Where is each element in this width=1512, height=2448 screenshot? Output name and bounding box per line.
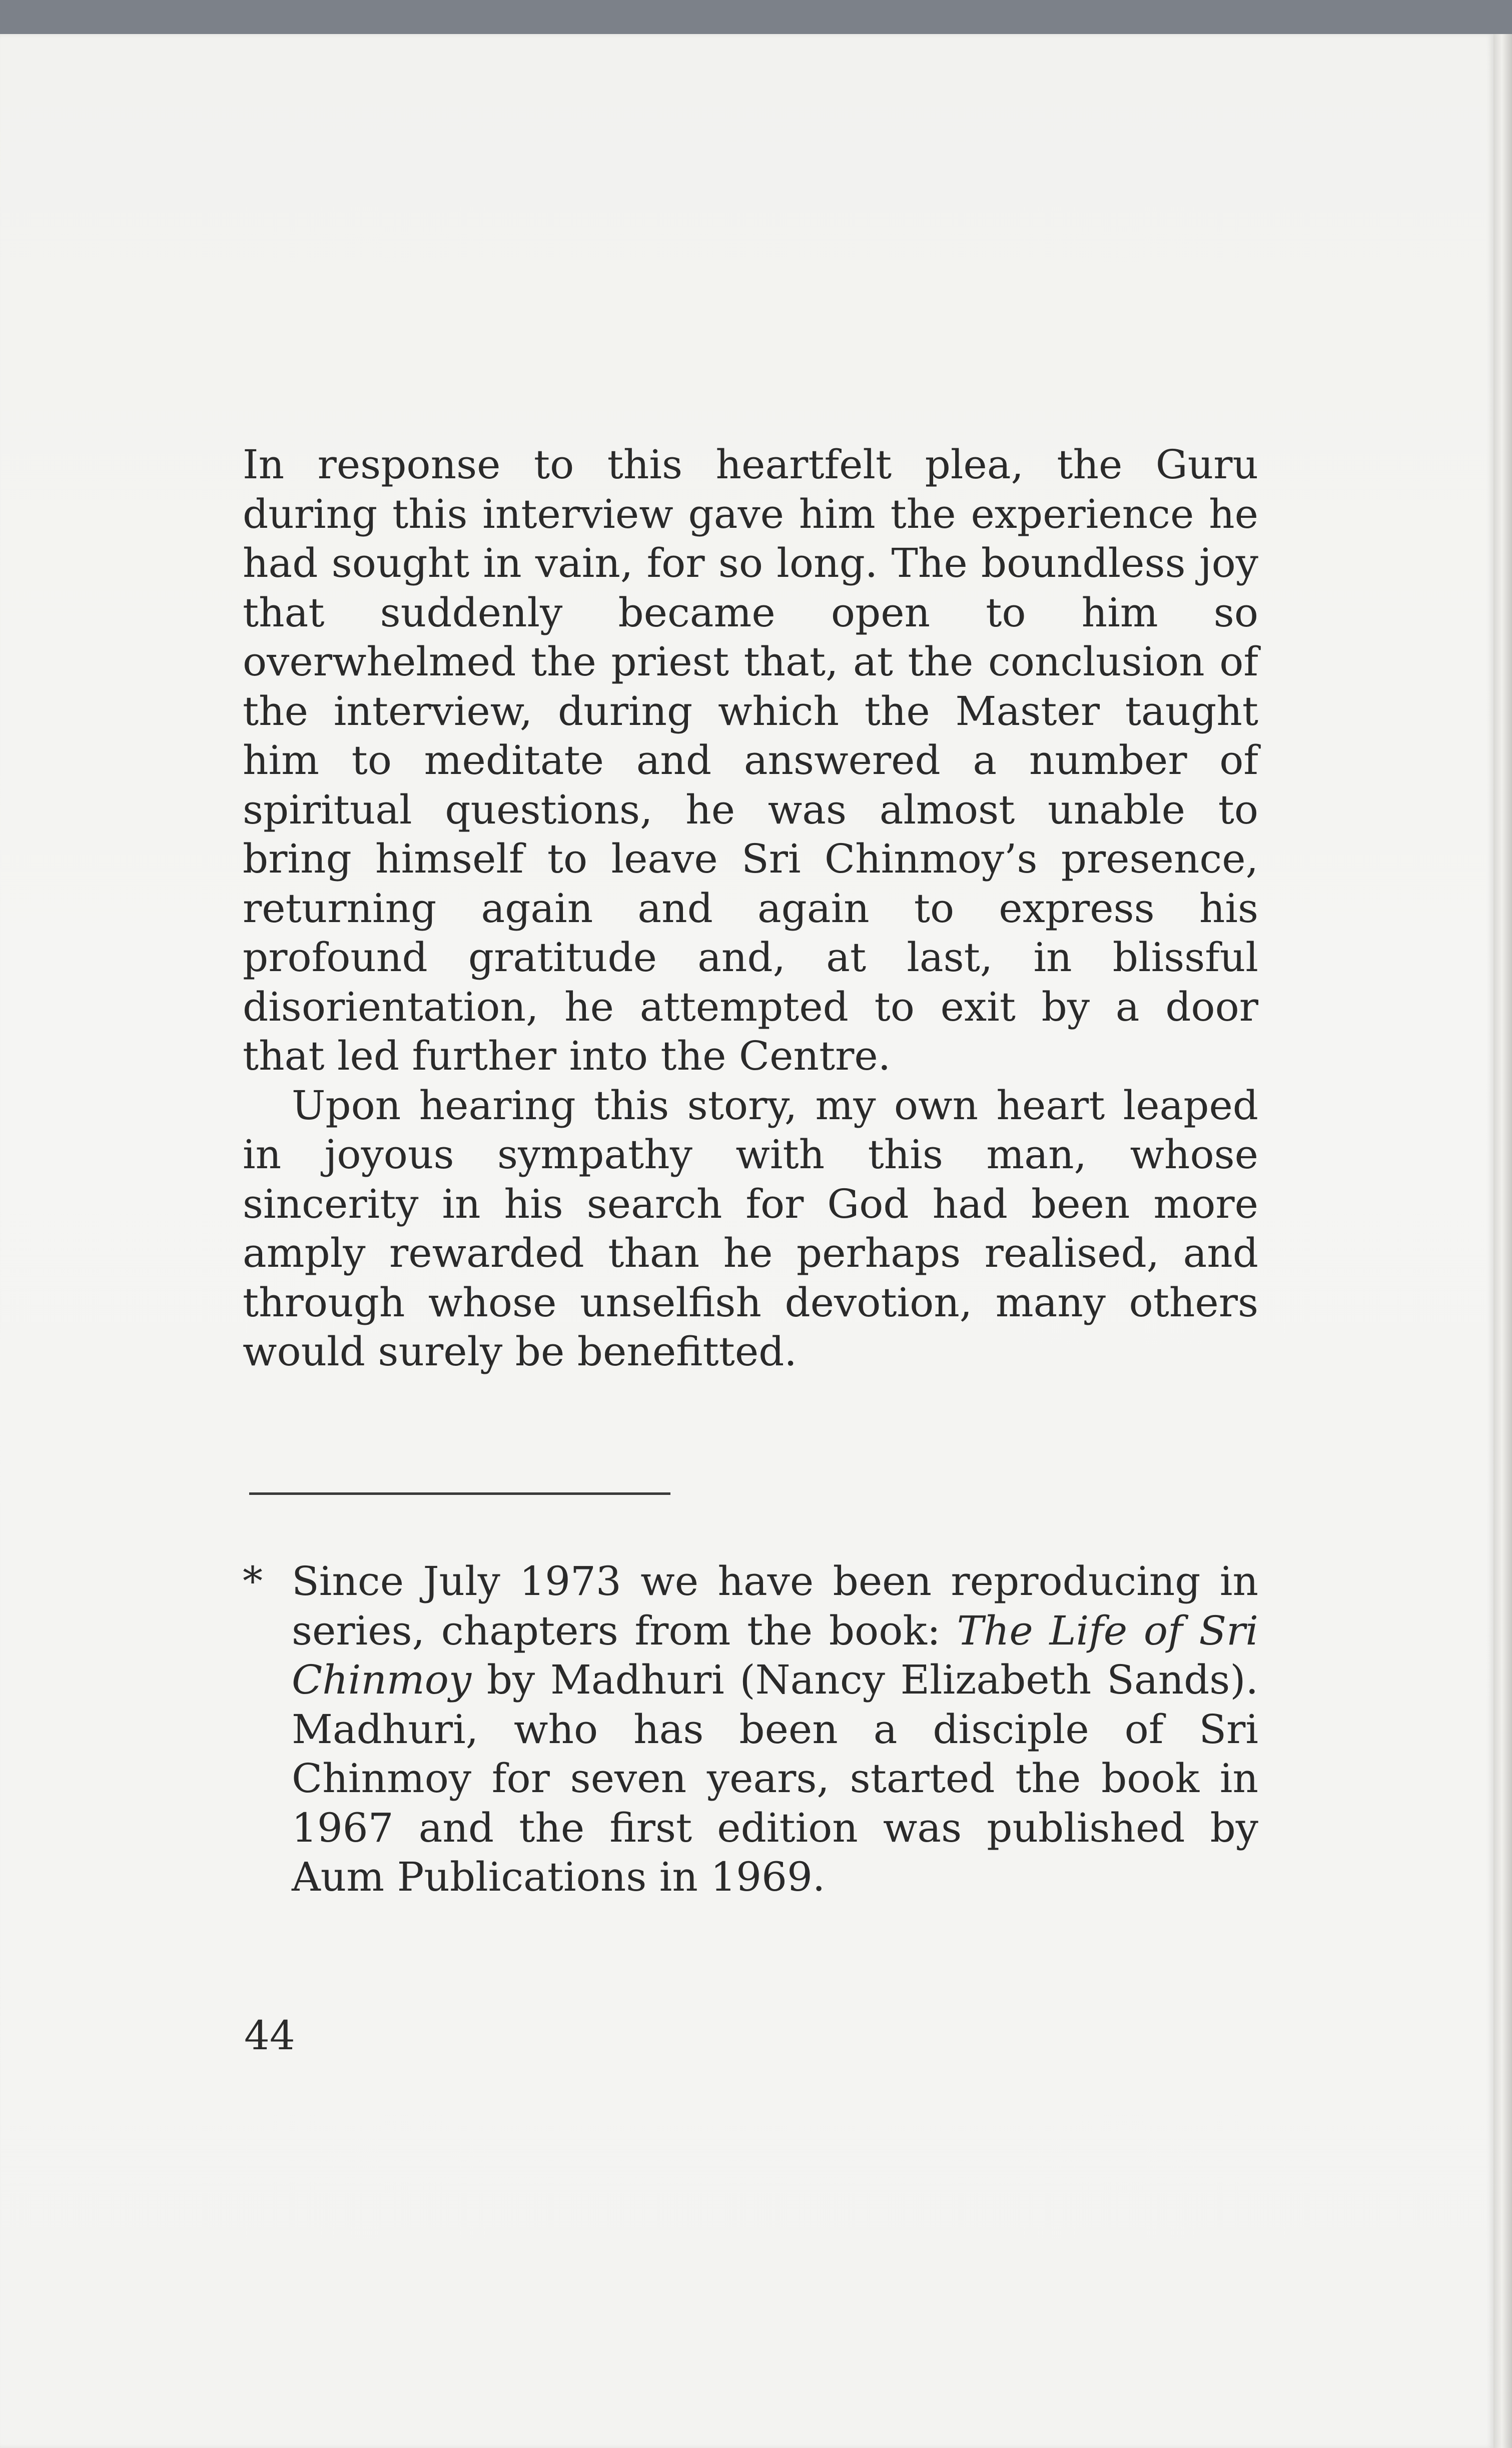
footnote-marker: *	[243, 1558, 263, 1604]
footnote-book-title: The Life of Sri Chinmoy	[292, 1607, 1258, 1703]
main-text	[243, 440, 1258, 1377]
footnote	[243, 1557, 1258, 1902]
body-paragraph-1: In response to this heartfelt plea, the Guru during this interview gave him the experience he had sought in vain, for so long. The boundless joy that suddenly became open to him so overwhelmed the priest that, at the conclusion of the interview, during which the Master taught him to meditate and answered a number of spiritual questions, he was almost unable to bring himself to leave Sri Chinmoy’s presence, returning again and again to express his profound gratitude and, at last, in blissful disorientation, he attempted to exit by a door that led further into the Centre.	[243, 441, 1258, 1079]
footnote-text	[292, 1557, 1258, 1902]
page-edge	[1493, 34, 1512, 2448]
footnote-text-before: Since July 1973 we have been reproducing in series, chapters from the book:	[292, 1558, 1258, 1654]
footnote-text-after: by Madhuri (Nancy Elizabeth Sands). Madhuri, who has been a disciple of Sri Chinmoy for seven years, started the book in 1967 and the first edition was published by Aum Publications in 1969.	[292, 1657, 1258, 1900]
body-paragraph-2: Upon hearing this story, my own heart leaped in joyous sympathy with this man, whose sincerity in his search for God had been more amply rewarded than he perhaps realised, and through whose unselfish devotion, many others would surely be benefitted.	[243, 1082, 1258, 1375]
page-number: 44	[244, 2012, 295, 2059]
footnote-divider	[249, 1492, 670, 1495]
scan-top-band	[0, 0, 1512, 34]
